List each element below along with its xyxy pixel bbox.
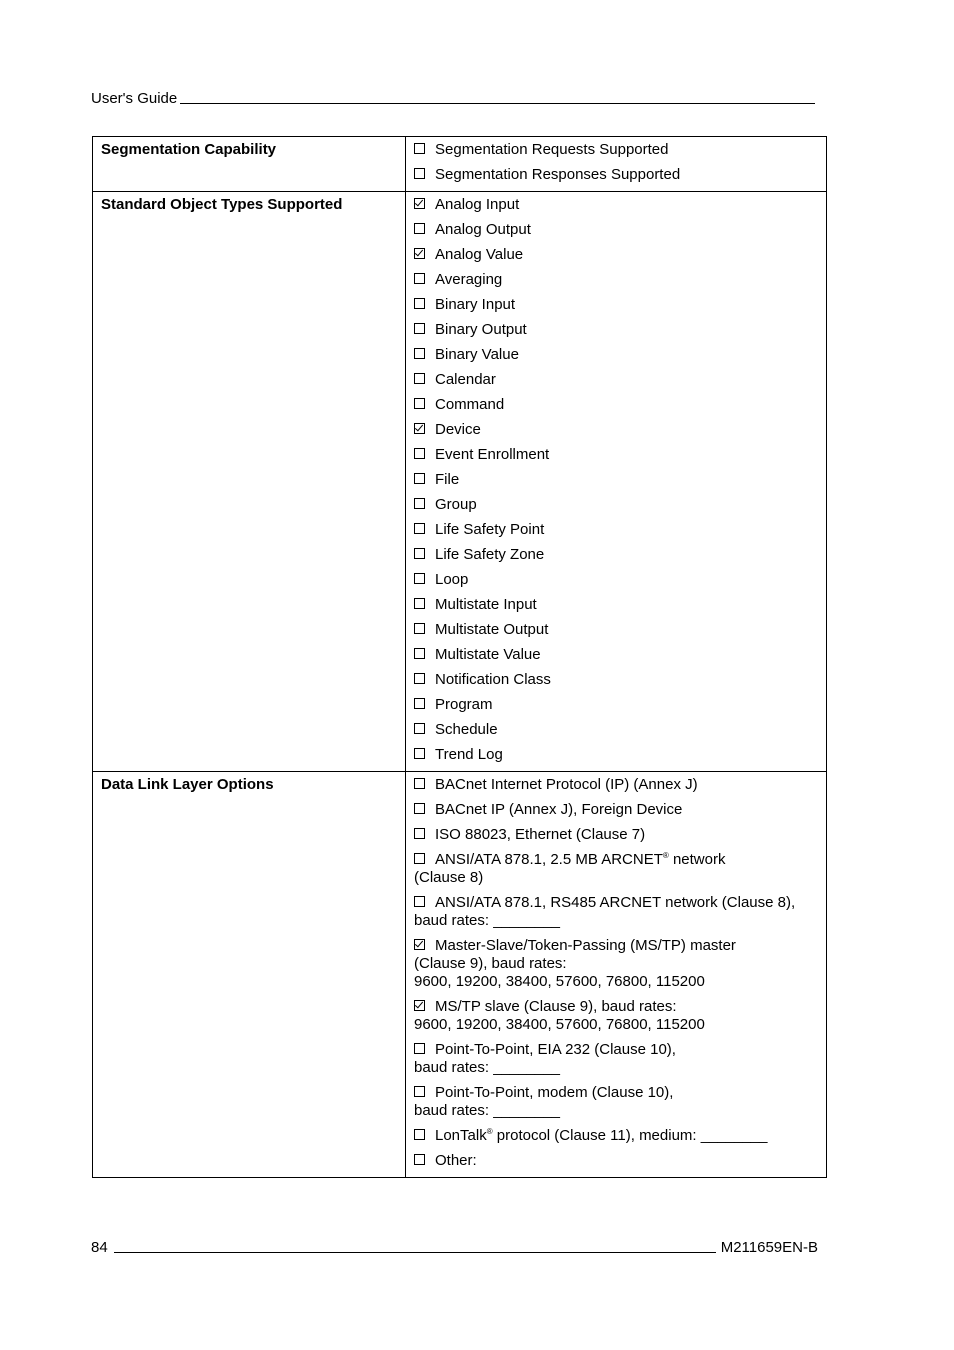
option-text: Other: (435, 1152, 477, 1169)
registered-mark: ® (662, 851, 669, 860)
empty-box-icon (414, 598, 425, 609)
checkbox-option (414, 798, 826, 823)
empty-box-icon (414, 1129, 425, 1140)
checkbox-option (414, 418, 826, 443)
option-text: MS/TP slave (Clause 9), baud rates: (435, 998, 677, 1015)
option-text: Multistate Value (435, 646, 541, 663)
empty-box-icon (414, 548, 425, 559)
option-text: Loop (435, 571, 469, 588)
checkbox-option (414, 891, 826, 934)
option-text: Life Safety Point (435, 521, 545, 538)
row-label: Data Link Layer Options (93, 772, 406, 1178)
option-text: Binary Value (435, 346, 519, 363)
empty-box-icon (414, 673, 425, 684)
option-text: Calendar (435, 371, 496, 388)
registered-mark: ® (486, 1127, 493, 1136)
empty-box-icon (414, 323, 425, 334)
checkbox-option (414, 368, 826, 393)
table-row-data-link (93, 772, 827, 1178)
option-text: Multistate Output (435, 621, 549, 638)
checkbox-option (414, 293, 826, 318)
option-text: Binary Output (435, 321, 527, 338)
empty-box-icon (414, 853, 425, 864)
checked-box-icon (414, 198, 425, 209)
checkbox-option (414, 218, 826, 243)
option-text: Multistate Input (435, 596, 537, 613)
row-label: Segmentation Capability (93, 137, 406, 192)
page-header (91, 90, 815, 107)
option-text: Analog Value (435, 246, 524, 263)
page-number: 84 (91, 1239, 108, 1256)
header-rule (180, 103, 815, 104)
option-text: LonTalk (435, 1127, 487, 1144)
checkbox-option (414, 643, 826, 668)
option-text: Point-To-Point, modem (Clause 10), (435, 1084, 674, 1101)
page-footer (91, 1239, 818, 1256)
checkbox-option (414, 493, 826, 518)
empty-box-icon (414, 398, 425, 409)
checkbox-option (414, 773, 826, 798)
footer-rule (114, 1252, 716, 1253)
table-row-segmentation (93, 137, 827, 192)
option-text: Averaging (435, 271, 503, 288)
option-text: (Clause 9), baud rates: (414, 955, 567, 972)
empty-box-icon (414, 348, 425, 359)
empty-box-icon (414, 748, 425, 759)
checkbox-option (414, 618, 826, 643)
empty-box-icon (414, 723, 425, 734)
checkbox-option (414, 393, 826, 418)
empty-box-icon (414, 523, 425, 534)
checkbox-option (414, 518, 826, 543)
option-text: 9600, 19200, 38400, 57600, 76800, 115200 (414, 1016, 705, 1033)
empty-box-icon (414, 573, 425, 584)
option-text-tail: protocol (Clause 11), medium: ________ (492, 1127, 768, 1144)
checkbox-option (414, 1081, 826, 1124)
row-label: Standard Object Types Supported (93, 192, 406, 772)
empty-box-icon (414, 896, 425, 907)
checkbox-option (414, 995, 826, 1038)
checkbox-option (414, 593, 826, 618)
checkbox-option (414, 243, 826, 268)
empty-box-icon (414, 778, 425, 789)
checkbox-option (414, 543, 826, 568)
checkbox-option (414, 343, 826, 368)
empty-box-icon (414, 828, 425, 839)
header-title: User's Guide (91, 90, 178, 107)
checked-box-icon (414, 423, 425, 434)
checked-box-icon (414, 939, 425, 950)
option-text: Segmentation Requests Supported (435, 141, 669, 158)
option-text: baud rates: ________ (414, 1059, 560, 1076)
option-text: Analog Input (435, 196, 520, 213)
empty-box-icon (414, 698, 425, 709)
empty-box-icon (414, 448, 425, 459)
checkbox-option (414, 568, 826, 593)
empty-box-icon (414, 223, 425, 234)
checkbox-option (414, 718, 826, 743)
option-text: (Clause 8) (414, 869, 484, 886)
option-text: Notification Class (435, 671, 551, 688)
checkbox-option (414, 823, 826, 848)
option-list (406, 772, 827, 1178)
option-list (406, 192, 827, 772)
checkbox-option (414, 1149, 826, 1174)
option-text: ISO 88023, Ethernet (Clause 7) (435, 826, 646, 843)
option-text: Command (435, 396, 505, 413)
option-text: ANSI/ATA 878.1, 2.5 MB ARCNET (435, 851, 663, 868)
empty-box-icon (414, 1043, 425, 1054)
checkbox-option (414, 138, 826, 163)
option-text: BACnet IP (Annex J), Foreign Device (435, 801, 683, 818)
empty-box-icon (414, 803, 425, 814)
checked-box-icon (414, 248, 425, 259)
bacnet-capability-table (92, 136, 827, 1178)
checkbox-option (414, 443, 826, 468)
option-text: Master-Slave/Token-Passing (MS/TP) master (435, 937, 736, 954)
document-code: M211659EN-B (720, 1239, 818, 1256)
option-text: Program (435, 696, 493, 713)
table-row-object-types (93, 192, 827, 772)
empty-box-icon (414, 143, 425, 154)
option-text: 9600, 19200, 38400, 57600, 76800, 115200 (414, 973, 705, 990)
checkbox-option (414, 743, 826, 768)
checkbox-option (414, 668, 826, 693)
option-text: Event Enrollment (435, 446, 550, 463)
empty-box-icon (414, 273, 425, 284)
checkbox-option (414, 268, 826, 293)
checkbox-option (414, 848, 826, 891)
option-text: baud rates: ________ (414, 912, 560, 929)
option-text: Trend Log (435, 746, 503, 763)
checkbox-option (414, 193, 826, 218)
checkbox-option (414, 318, 826, 343)
option-text: BACnet Internet Protocol (IP) (Annex J) (435, 776, 698, 793)
option-text: Analog Output (435, 221, 531, 238)
checked-box-icon (414, 1000, 425, 1011)
option-text: Schedule (435, 721, 498, 738)
checkbox-option (414, 693, 826, 718)
option-text: Device (435, 421, 481, 438)
checkbox-option (414, 1038, 826, 1081)
option-text: Segmentation Responses Supported (435, 166, 681, 183)
checkbox-option (414, 934, 826, 995)
option-text: Group (435, 496, 477, 513)
empty-box-icon (414, 1086, 425, 1097)
empty-box-icon (414, 1154, 425, 1165)
empty-box-icon (414, 623, 425, 634)
option-text: File (435, 471, 460, 488)
option-text: ANSI/ATA 878.1, RS485 ARCNET network (Clause 8), (435, 894, 796, 911)
option-text-tail: network (668, 851, 726, 868)
option-text: Point-To-Point, EIA 232 (Clause 10), (435, 1041, 676, 1058)
checkbox-option (414, 1124, 826, 1149)
checkbox-option (414, 468, 826, 493)
empty-box-icon (414, 298, 425, 309)
empty-box-icon (414, 373, 425, 384)
option-text: baud rates: ________ (414, 1102, 560, 1119)
empty-box-icon (414, 473, 425, 484)
empty-box-icon (414, 498, 425, 509)
checkbox-option (414, 163, 826, 188)
option-list (406, 137, 827, 192)
empty-box-icon (414, 648, 425, 659)
empty-box-icon (414, 168, 425, 179)
option-text: Binary Input (435, 296, 516, 313)
option-text: Life Safety Zone (435, 546, 545, 563)
